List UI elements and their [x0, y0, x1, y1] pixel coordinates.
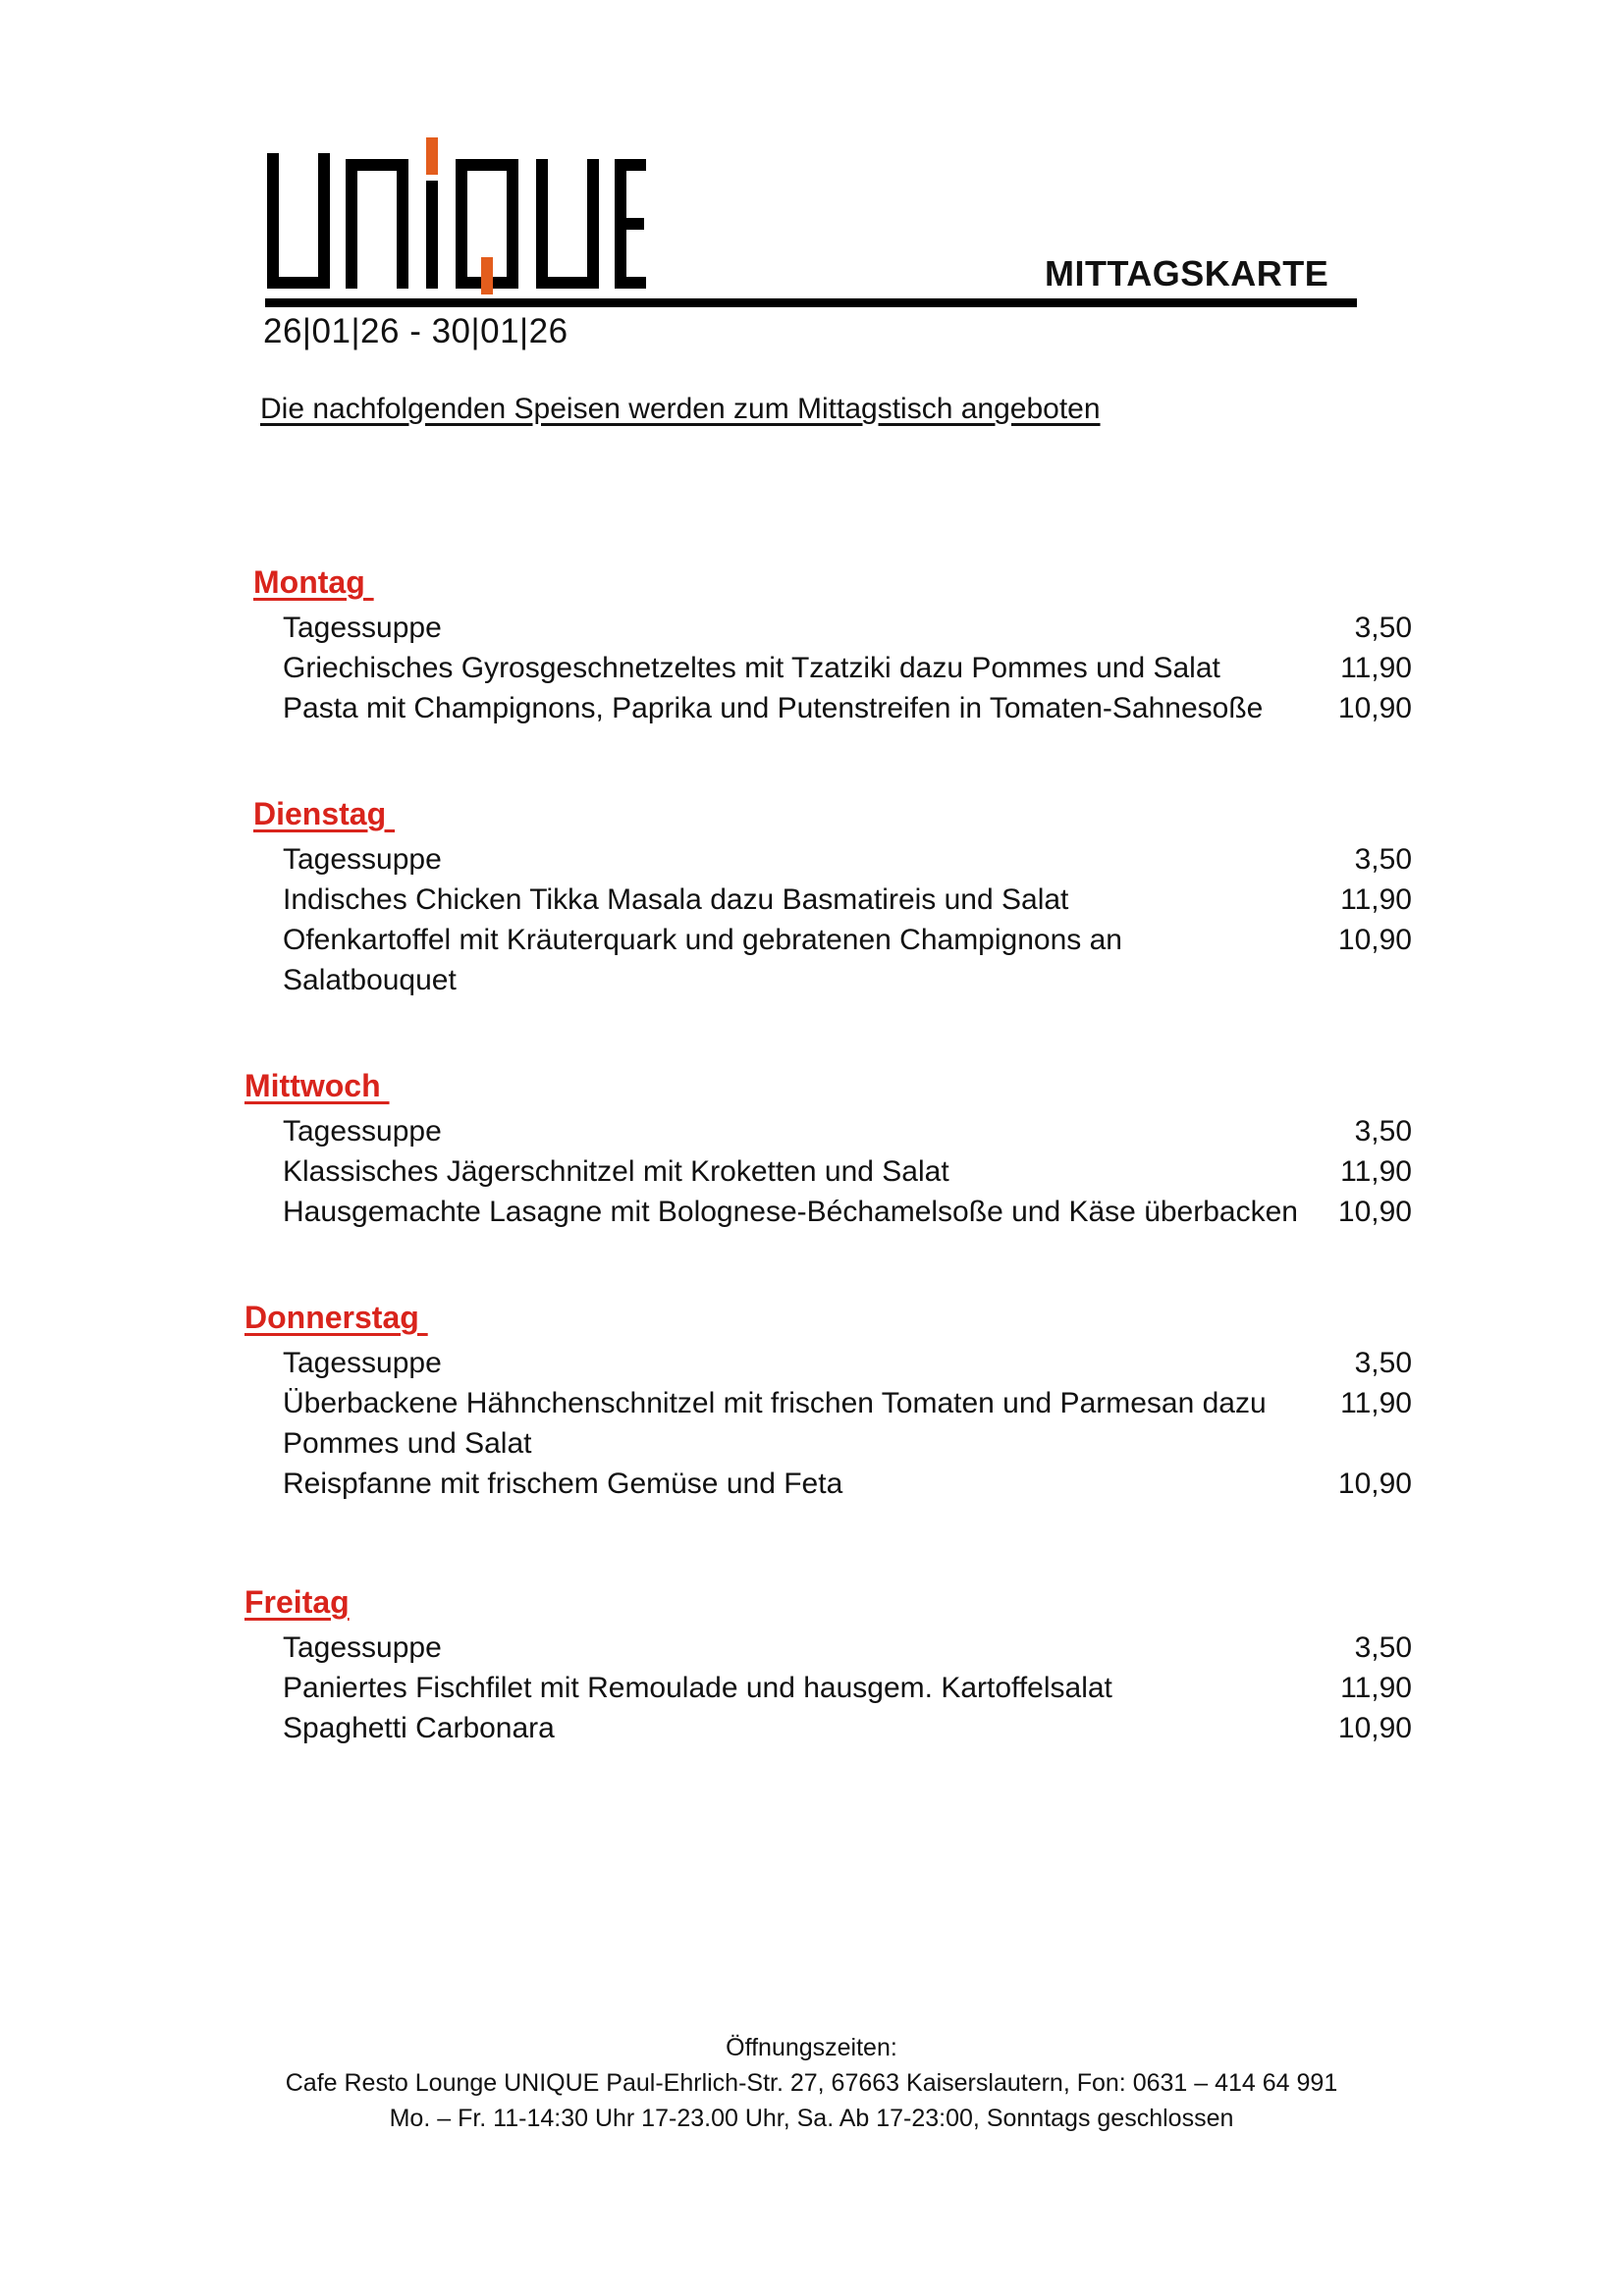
item-name: Ofenkartoffel mit Kräuterquark und gebratenen Champignons an Salatbouquet — [283, 924, 1122, 996]
item-name: Paniertes Fischfilet mit Remoulade und hausgem. Kartoffelsalat — [283, 1672, 1112, 1704]
item-name: Klassisches Jägerschnitzel mit Kroketten und Salat — [283, 1155, 949, 1188]
date-range: 26|01|26 - 30|01|26 — [263, 312, 568, 350]
item-price: 3,50 — [1354, 612, 1412, 644]
footer-address: Cafe Resto Lounge UNIQUE Paul-Ehrlich-Str. 27, 67663 Kaiserslautern, Fon: 0631 – 414 64 991 — [285, 2069, 1338, 2097]
item-name: Tagessuppe — [283, 1115, 442, 1148]
day-heading-freitag: Freitag — [244, 1584, 350, 1620]
item-name: Tagessuppe — [283, 612, 442, 644]
footer-hours-label: Öffnungszeiten: — [726, 2034, 897, 2061]
footer-hours: Mo. – Fr. 11-14:30 Uhr 17-23.00 Uhr, Sa. Ab 17-23:00, Sonntags geschlossen — [389, 2105, 1234, 2132]
item-name: Überbackene Hähnchenschnitzel mit frischen Tomaten und Parmesan dazu Pommes und Salat — [283, 1387, 1267, 1460]
header-divider — [265, 298, 1357, 307]
item-price: 11,90 — [1340, 883, 1412, 916]
item-name: Indisches Chicken Tikka Masala dazu Basmatireis und Salat — [283, 883, 1069, 916]
item-name: Tagessuppe — [283, 843, 442, 876]
day-heading-donnerstag: Donnerstag — [244, 1300, 428, 1335]
item-price: 11,90 — [1340, 1672, 1412, 1704]
item-price: 3,50 — [1354, 1631, 1412, 1664]
item-name: Tagessuppe — [283, 1631, 442, 1664]
item-name: Hausgemachte Lasagne mit Bolognese-Béchamelsoße und Käse überbacken — [283, 1196, 1298, 1228]
item-name: Griechisches Gyrosgeschnetzeltes mit Tzatziki dazu Pommes und Salat — [283, 652, 1220, 684]
item-price: 10,90 — [1337, 1196, 1412, 1228]
item-price: 10,90 — [1337, 924, 1412, 956]
item-price: 3,50 — [1354, 1115, 1412, 1148]
day-heading-montag: Montag — [253, 564, 374, 600]
day-heading-mittwoch: Mittwoch — [244, 1068, 390, 1103]
item-price: 3,50 — [1354, 843, 1412, 876]
item-price: 3,50 — [1354, 1347, 1412, 1379]
item-name: Reispfanne mit frischem Gemüse und Feta — [283, 1468, 843, 1500]
item-price: 11,90 — [1340, 1387, 1412, 1419]
page-title: MITTAGSKARTE — [1045, 253, 1329, 294]
item-price: 11,90 — [1340, 652, 1412, 684]
item-price: 10,90 — [1337, 692, 1412, 724]
day-heading-dienstag: Dienstag — [253, 796, 396, 831]
item-name: Tagessuppe — [283, 1347, 442, 1379]
item-price: 11,90 — [1340, 1155, 1412, 1188]
intro-text: Die nachfolgenden Speisen werden zum Mittagstisch angeboten — [260, 393, 1101, 425]
item-price: 10,90 — [1337, 1712, 1412, 1744]
item-name: Pasta mit Champignons, Paprika und Putenstreifen in Tomaten-Sahnesoße — [283, 692, 1264, 724]
unique-logo — [265, 137, 648, 294]
item-name: Spaghetti Carbonara — [283, 1712, 555, 1744]
item-price: 10,90 — [1337, 1468, 1412, 1500]
